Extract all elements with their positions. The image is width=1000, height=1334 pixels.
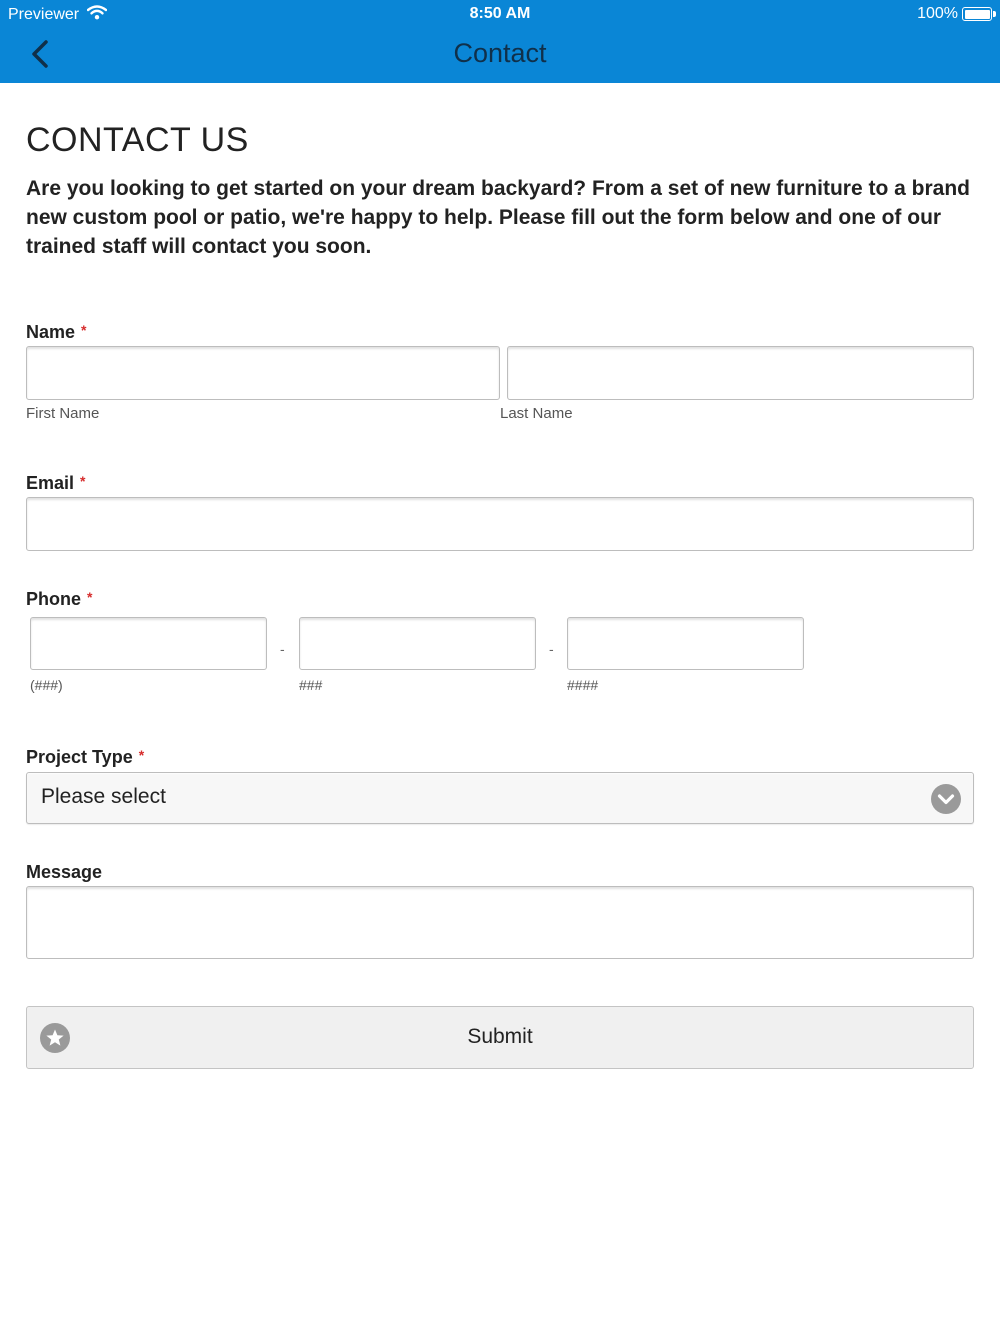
status-time: 8:50 AM	[469, 5, 531, 22]
phone-separator: -	[549, 641, 554, 657]
battery-icon	[962, 7, 992, 21]
phone-label-text: Phone	[26, 589, 82, 609]
nav-bar	[0, 28, 1000, 83]
chevron-down-circle-icon	[931, 784, 961, 814]
nav-title: Contact	[453, 38, 547, 68]
phone-separator: -	[280, 641, 285, 657]
submit-button[interactable]	[26, 1006, 974, 1069]
status-bar	[0, 0, 1000, 28]
project-type-label-text: Project Type	[26, 747, 133, 767]
phone-prefix-sublabel: ###	[299, 677, 323, 693]
first-name-input[interactable]	[26, 346, 500, 400]
required-marker: *	[81, 322, 87, 338]
email-label-text: Email	[26, 473, 75, 493]
content	[26, 83, 974, 261]
message-label-text: Message	[26, 862, 103, 882]
battery-percent: 100%	[917, 5, 958, 22]
top-bar	[0, 0, 1000, 83]
phone-prefix-input[interactable]	[299, 617, 536, 670]
phone-line-sublabel: ####	[567, 677, 599, 693]
last-name-input[interactable]	[507, 346, 974, 400]
page-title: CONTACT US	[26, 121, 249, 159]
message-textarea[interactable]	[26, 886, 974, 959]
email-label	[26, 473, 85, 494]
project-type-label	[26, 747, 144, 768]
phone-line-input[interactable]	[567, 617, 804, 670]
required-marker: *	[87, 589, 93, 605]
last-name-sublabel: Last Name	[500, 405, 573, 422]
phone-area-sublabel: (###)	[30, 677, 63, 693]
name-label-text: Name	[26, 322, 76, 342]
intro-text: Are you looking to get started on your dream backyard? From a set of new furniture to a brand new custom pool or patio, we're happy to help. Please fill out the form below and one of our trained staff will contact you soon.	[26, 177, 970, 258]
phone-label	[26, 589, 92, 610]
required-marker: *	[80, 473, 86, 489]
first-name-sublabel: First Name	[26, 405, 100, 422]
phone-area-input[interactable]	[30, 617, 267, 670]
submit-label: Submit	[467, 1025, 533, 1048]
email-input[interactable]	[26, 497, 974, 551]
project-type-value: Please select	[41, 785, 166, 808]
message-label	[26, 862, 102, 883]
required-marker: *	[138, 747, 145, 763]
carrier-label: Previewer	[8, 6, 80, 23]
project-type-select[interactable]	[26, 772, 974, 824]
battery-group	[917, 5, 992, 23]
name-label	[26, 322, 86, 343]
